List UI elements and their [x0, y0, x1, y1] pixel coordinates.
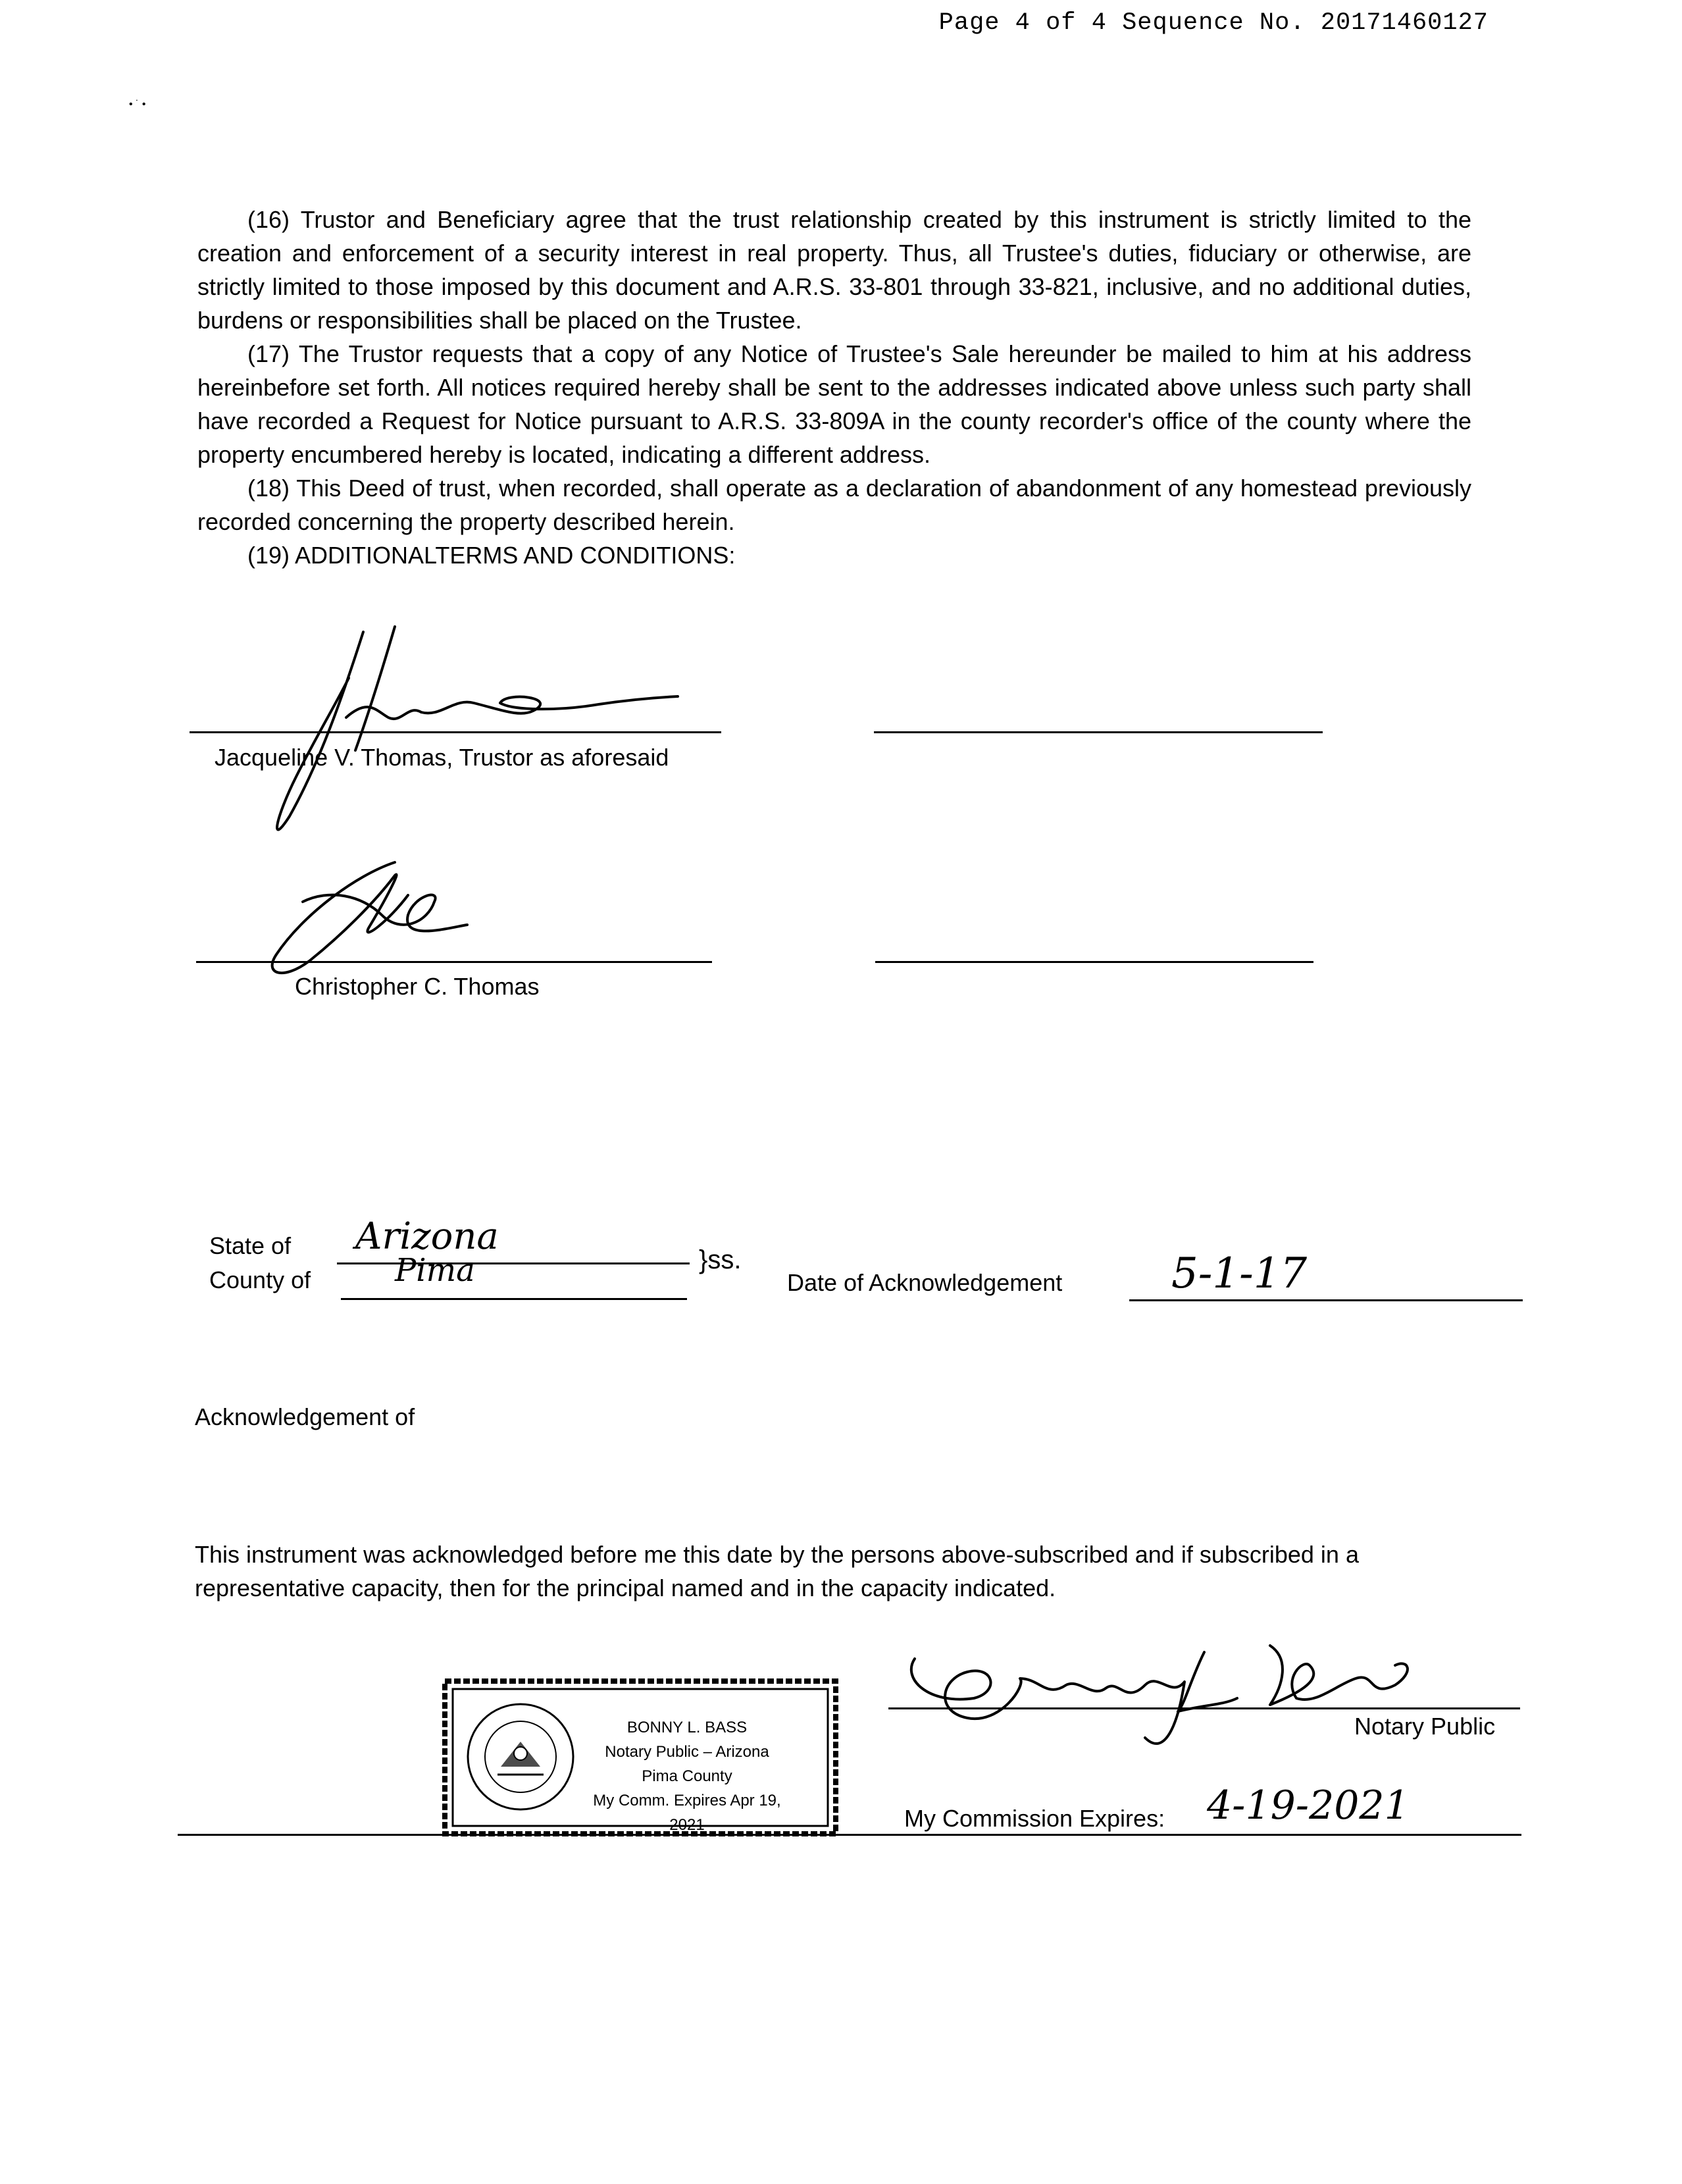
county-value: Pima	[395, 1252, 475, 1289]
acknowledgement-statement: This instrument was acknowledged before me this date by the persons above-subscribed and if subscribed in a representative capacity, then for the principal named and in the capacity indicated.	[195, 1541, 1359, 1601]
bottom-rule	[178, 1834, 1521, 1836]
clause-16: (16) Trustor and Beneficiary agree that the trust relationship created by this instrument is strictly limited to the creation and enforcement of a security interest in real property. Thus, all Trustee's duties, fiduciary or otherwise, are strictly limited to those imposed by this document and A.R.S. 33-801 through 33-821, inclusive, and no additional duties, burdens or responsibilities shall be placed on the Trustee.	[197, 206, 1471, 334]
clause-19: (19) ADDITIONALTERMS AND CONDITIONS:	[247, 542, 736, 569]
date-of-ack-line	[1129, 1299, 1523, 1301]
stamp-text	[588, 1715, 786, 1837]
notary-stamp	[438, 1672, 842, 1843]
trustor2-name: Christopher C. Thomas	[295, 973, 540, 1000]
trustor1-signature	[191, 619, 691, 856]
scan-specks: • ˙ •	[129, 99, 146, 110]
clause-17: (17) The Trustor requests that a copy of any Notice of Trustee's Sale hereunder be mailed to him at his address hereinbefore set forth. All notices required hereby shall be sent to the addresses indicated above unless such party shall have recorded a Request for Notice pursuant to A.R.S. 33-809A in the county recorder's office of the county where the property encumbered hereby is located, indicating a different address.	[197, 340, 1471, 468]
notary-signature	[895, 1606, 1435, 1764]
acknowledgement-of-label: Acknowledgement of	[195, 1403, 415, 1430]
stamp-title: Notary Public – Arizona	[605, 1743, 769, 1761]
commission-expires-value: 4-19-2021	[1207, 1782, 1410, 1829]
ss-bracket: }ss.	[699, 1245, 742, 1274]
trustor1-secondary-line	[874, 731, 1323, 733]
date-of-ack-value: 5-1-17	[1171, 1249, 1308, 1298]
county-line	[341, 1298, 687, 1300]
state-line	[337, 1262, 690, 1264]
notary-public-label: Notary Public	[1354, 1713, 1496, 1740]
state-value: Arizona	[355, 1215, 499, 1258]
date-of-ack-label: Date of Acknowledgement	[787, 1269, 1063, 1296]
trustor2-secondary-line	[875, 961, 1313, 963]
clause-18: (18) This Deed of trust, when recorded, shall operate as a declaration of abandonment of any homestead previously recorded concerning the property described herein.	[197, 475, 1471, 535]
page-header: Page 4 of 4 Sequence No. 20171460127	[938, 9, 1489, 37]
stamp-name: BONNY L. BASS	[626, 1719, 748, 1736]
state-label: State of	[209, 1232, 292, 1259]
county-label: County of	[209, 1266, 311, 1293]
state-seal-icon	[465, 1701, 576, 1813]
notary-signature-line	[888, 1707, 1520, 1709]
stamp-expires: My Comm. Expires Apr 19, 2021	[593, 1792, 781, 1834]
stamp-county: Pima County	[642, 1767, 732, 1785]
commission-expires-label: My Commission Expires:	[904, 1805, 1165, 1832]
deed-clauses	[197, 203, 1471, 572]
trustor2-signature	[263, 849, 500, 981]
trustor1-name: Jacqueline V. Thomas, Trustor as aforesaid	[215, 744, 669, 771]
